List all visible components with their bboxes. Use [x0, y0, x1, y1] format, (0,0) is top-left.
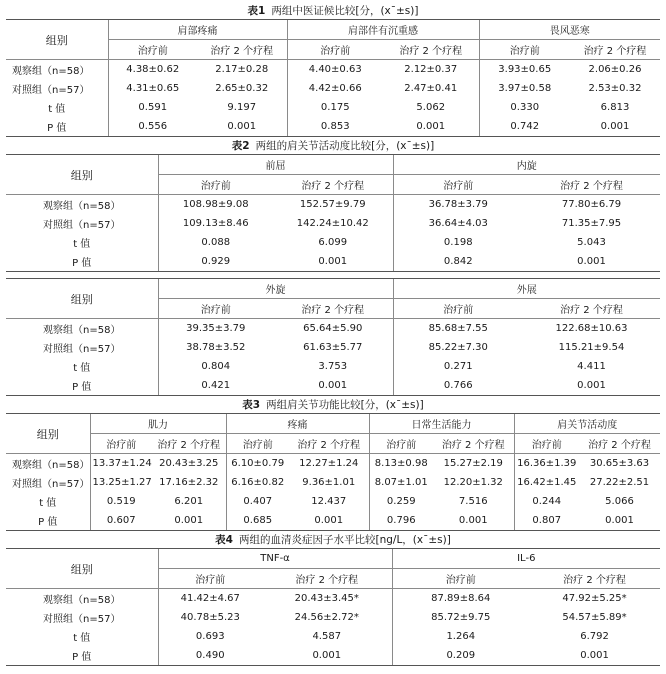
table-cell: 6.099	[318, 237, 348, 248]
table2b-col-abduction: 外展	[393, 279, 660, 299]
table-cell: 12.27±1.24	[299, 458, 359, 469]
table-cell: 4.40±0.63	[287, 60, 383, 80]
table-row	[6, 195, 660, 215]
table-cell: 13.25±1.27	[90, 473, 152, 492]
table3-sub-after: 治疗 2 个疗程	[433, 434, 514, 454]
table-cell: 0.001	[383, 117, 479, 137]
table2-part-a	[6, 154, 660, 272]
table2-part-b	[6, 278, 660, 396]
table-cell: 4.31±0.65	[108, 79, 197, 98]
table-row	[6, 98, 660, 117]
table-cell: 15.27±2.19	[443, 458, 503, 469]
table-cell: 0.001	[197, 117, 287, 137]
table4-sub-after: 治疗 2 个疗程	[262, 569, 392, 589]
table4-sub-before: 治疗前	[392, 569, 529, 589]
table3-col-pain: 疼痛	[226, 414, 369, 434]
table-row	[6, 376, 660, 396]
table-cell: 38.78±3.52	[158, 338, 273, 357]
table-cell: 40.78±5.23	[158, 608, 262, 627]
table-row	[6, 233, 660, 252]
table-cell: 0.421	[158, 376, 273, 396]
table2b-sub-before: 治疗前	[158, 299, 273, 319]
table-cell: 0.001	[273, 252, 393, 272]
table-cell: 0.842	[393, 252, 523, 272]
table-cell: 36.64±4.03	[393, 214, 523, 233]
table-cell: 6.10±0.79	[226, 454, 289, 474]
table-cell: 6.201	[174, 496, 204, 507]
table3-group-header: 组别	[6, 414, 90, 454]
table-row	[6, 454, 660, 474]
table-cell: 0.001	[289, 511, 369, 531]
table-cell: 0.001	[273, 376, 393, 396]
table-cell: 20.43±3.25	[159, 458, 219, 469]
table3-sub-before: 治疗前	[226, 434, 289, 454]
table2b-sub-after: 治疗 2 个疗程	[273, 299, 393, 319]
table-cell: 0.001	[579, 511, 660, 531]
table-cell: 0.807	[514, 511, 579, 531]
table-cell: 0.591	[108, 98, 197, 117]
table4-sub-after: 治疗 2 个疗程	[529, 569, 660, 589]
row-label: 观察组（n=58）	[43, 595, 121, 606]
table-cell: 54.57±5.89*	[562, 612, 627, 623]
table-cell: 5.062	[416, 102, 446, 113]
table-cell: 85.22±7.30	[393, 338, 523, 357]
table-cell: 5.066	[605, 496, 634, 507]
table-row	[6, 117, 660, 137]
table-cell: 20.43±3.45*	[294, 593, 359, 604]
table1-col-shoulder-pain: 肩部疼痛	[108, 20, 287, 40]
table4-group-header: 组别	[6, 549, 158, 589]
table4-caption	[6, 533, 660, 548]
table-cell: 47.92±5.25*	[562, 593, 627, 604]
row-label: 观察组（n=58）	[12, 66, 90, 77]
table-row	[6, 589, 660, 609]
table-cell: 3.97±0.58	[479, 79, 570, 98]
table-cell: 2.53±0.32	[588, 83, 642, 94]
table-cell: 4.587	[312, 631, 342, 642]
table4-caption-label: 表4	[215, 534, 233, 546]
table-cell: 4.411	[577, 361, 606, 372]
row-label: 对照组（n=57）	[43, 220, 121, 231]
table2a-sub-after: 治疗 2 个疗程	[273, 175, 393, 195]
table1-col-shoulder-heaviness: 肩部伴有沉重感	[287, 20, 479, 40]
table3-sub-after: 治疗 2 个疗程	[289, 434, 369, 454]
table-row	[6, 473, 660, 492]
table-cell: 4.38±0.62	[108, 60, 197, 80]
table2b-sub-before: 治疗前	[393, 299, 523, 319]
table1	[6, 19, 660, 137]
table1-sub-before: 治疗前	[287, 40, 383, 60]
table-cell: 27.22±2.51	[589, 477, 650, 488]
table-cell: 0.001	[529, 646, 660, 666]
table-cell: 0.519	[90, 492, 152, 511]
row-label: 对照组（n=57）	[12, 479, 90, 490]
table-row	[6, 338, 660, 357]
table-cell: 2.65±0.32	[215, 83, 269, 94]
table-cell: 36.78±3.79	[393, 195, 523, 215]
table3	[6, 413, 660, 531]
table-cell: 0.693	[158, 627, 262, 646]
table2-caption-text: 两组的肩关节活动度比较[分，(x¯±s)]	[255, 140, 435, 152]
row-label: t 值	[73, 239, 91, 250]
table-cell: 6.813	[600, 102, 630, 113]
table1-sub-before: 治疗前	[479, 40, 570, 60]
table-cell: 108.98±9.08	[158, 195, 273, 215]
table-cell: 1.264	[392, 627, 529, 646]
table2a-group-header: 组别	[6, 155, 158, 195]
table4	[6, 548, 660, 666]
row-label: 对照组（n=57）	[43, 344, 121, 355]
table-cell: 16.36±1.39	[514, 454, 579, 474]
table-cell: 0.001	[152, 511, 226, 531]
table-row	[6, 214, 660, 233]
table1-col-aversion-wind-cold: 畏风恶寒	[479, 20, 660, 40]
table4-col-il6: IL-6	[392, 549, 660, 569]
table-cell: 0.929	[158, 252, 273, 272]
table-cell: 13.37±1.24	[90, 454, 152, 474]
table-cell: 0.244	[514, 492, 579, 511]
table-cell: 2.12±0.37	[404, 64, 458, 75]
table1-caption-text: 两组中医证候比较[分，(x¯±s)]	[271, 5, 419, 17]
table3-sub-after: 治疗 2 个疗程	[579, 434, 660, 454]
table-cell: 122.68±10.63	[555, 323, 628, 334]
table-row	[6, 319, 660, 339]
table-cell: 24.56±2.72*	[294, 612, 359, 623]
table3-col-shoulder-mobility: 肩关节活动度	[514, 414, 660, 434]
table3-sub-before: 治疗前	[90, 434, 152, 454]
row-label: P 值	[6, 117, 108, 137]
table-cell: 12.20±1.32	[443, 477, 503, 488]
row-label: 对照组（n=57）	[12, 85, 90, 96]
table-cell: 7.516	[458, 496, 488, 507]
table1-caption-label: 表1	[247, 5, 266, 17]
table-cell: 39.35±3.79	[158, 319, 273, 339]
table-cell: 85.68±7.55	[393, 319, 523, 339]
table-cell: 87.89±8.64	[392, 589, 529, 609]
table-cell: 8.13±0.98	[369, 454, 433, 474]
table-cell: 152.57±9.79	[299, 199, 366, 210]
row-label: 观察组（n=58）	[12, 460, 90, 471]
table2b-col-external-rotation: 外旋	[158, 279, 393, 299]
table2a-sub-after: 治疗 2 个疗程	[523, 175, 660, 195]
row-label: P 值	[6, 511, 90, 531]
table-cell: 0.796	[369, 511, 433, 531]
table3-sub-before: 治疗前	[514, 434, 579, 454]
table-cell: 0.259	[369, 492, 433, 511]
table3-sub-after: 治疗 2 个疗程	[152, 434, 226, 454]
table-cell: 9.36±1.01	[302, 477, 356, 488]
table1-sub-before: 治疗前	[108, 40, 197, 60]
table2a-col-internal-rotation: 内旋	[393, 155, 660, 175]
table-cell: 0.804	[158, 357, 273, 376]
table-cell: 4.42±0.66	[287, 79, 383, 98]
table-cell: 0.853	[287, 117, 383, 137]
table3-caption-text: 两组肩关节功能比较[分，(x¯±s)]	[266, 399, 424, 411]
row-label: t 值	[73, 633, 91, 644]
table-row	[6, 60, 660, 80]
table1-sub-after: 治疗 2 个疗程	[197, 40, 287, 60]
table2-caption-label: 表2	[231, 140, 250, 152]
table4-col-tnf-alpha: TNF-α	[158, 549, 392, 569]
table-cell: 8.07±1.01	[369, 473, 433, 492]
table-cell: 2.47±0.41	[404, 83, 458, 94]
table-cell: 0.001	[433, 511, 514, 531]
table2a-col-flexion: 前屈	[158, 155, 393, 175]
table-cell: 0.175	[287, 98, 383, 117]
table3-col-daily-living: 日常生活能力	[369, 414, 514, 434]
row-label: 对照组（n=57）	[43, 614, 121, 625]
row-label: t 值	[48, 104, 66, 115]
table-cell: 0.198	[393, 233, 523, 252]
table3-col-muscle-strength: 肌力	[90, 414, 226, 434]
row-label: t 值	[39, 498, 57, 509]
row-label: t 值	[73, 363, 91, 374]
table3-sub-before: 治疗前	[369, 434, 433, 454]
table-cell: 77.80±6.79	[561, 199, 622, 210]
table-cell: 0.766	[393, 376, 523, 396]
table2b-group-header: 组别	[6, 279, 158, 319]
row-label: P 值	[6, 376, 158, 396]
table-cell: 6.792	[580, 631, 609, 642]
table3-caption-label: 表3	[242, 399, 261, 411]
table-cell: 17.16±2.32	[159, 477, 219, 488]
table1-sub-after: 治疗 2 个疗程	[383, 40, 479, 60]
row-label: P 值	[6, 646, 158, 666]
table1-caption	[6, 4, 660, 19]
table-cell: 65.64±5.90	[303, 323, 363, 334]
table2a-sub-before: 治疗前	[393, 175, 523, 195]
table-cell: 0.685	[226, 511, 289, 531]
table2a-sub-before: 治疗前	[158, 175, 273, 195]
table-cell: 142.24±10.42	[296, 218, 369, 229]
table-cell: 6.16±0.82	[226, 473, 289, 492]
table-cell: 85.72±9.75	[392, 608, 529, 627]
table-cell: 41.42±4.67	[158, 589, 262, 609]
table-row	[6, 357, 660, 376]
table-cell: 12.437	[311, 496, 347, 507]
table2b-sub-after: 治疗 2 个疗程	[523, 299, 660, 319]
table-cell: 2.17±0.28	[215, 64, 269, 75]
table-cell: 0.088	[158, 233, 273, 252]
table-row	[6, 252, 660, 272]
table-cell: 0.209	[392, 646, 529, 666]
table-cell: 0.407	[226, 492, 289, 511]
table-cell: 0.271	[393, 357, 523, 376]
table4-caption-text: 两组的血清炎症因子水平比较[ng/L，(x¯±s)]	[238, 534, 451, 546]
table-cell: 0.330	[479, 98, 570, 117]
table-cell: 61.63±5.77	[303, 342, 363, 353]
table-cell: 3.753	[318, 361, 348, 372]
table-cell: 0.001	[570, 117, 660, 137]
table-cell: 115.21±9.54	[558, 342, 625, 353]
table-cell: 0.742	[479, 117, 570, 137]
table-row	[6, 646, 660, 666]
table-cell: 2.06±0.26	[588, 64, 642, 75]
table-cell: 0.001	[523, 376, 660, 396]
table-cell: 0.001	[523, 252, 660, 272]
row-label: 观察组（n=58）	[43, 201, 121, 212]
table-row	[6, 492, 660, 511]
table3-caption	[6, 398, 660, 413]
table-cell: 9.197	[227, 102, 257, 113]
table-cell: 16.42±1.45	[514, 473, 579, 492]
table-row	[6, 608, 660, 627]
table-cell: 109.13±8.46	[158, 214, 273, 233]
row-label: 观察组（n=58）	[43, 325, 121, 336]
table-row	[6, 627, 660, 646]
table-cell: 0.607	[90, 511, 152, 531]
table-cell: 71.35±7.95	[561, 218, 622, 229]
table-row	[6, 511, 660, 531]
table-cell: 0.556	[108, 117, 197, 137]
table1-group-header: 组别	[6, 20, 108, 60]
table-cell: 3.93±0.65	[479, 60, 570, 80]
row-label: P 值	[6, 252, 158, 272]
table-cell: 30.65±3.63	[589, 458, 650, 469]
table-cell: 0.490	[158, 646, 262, 666]
table4-sub-before: 治疗前	[158, 569, 262, 589]
table-cell: 5.043	[577, 237, 606, 248]
table-cell: 0.001	[262, 646, 392, 666]
table1-sub-after: 治疗 2 个疗程	[570, 40, 660, 60]
table-row	[6, 79, 660, 98]
table2-caption	[6, 139, 660, 154]
